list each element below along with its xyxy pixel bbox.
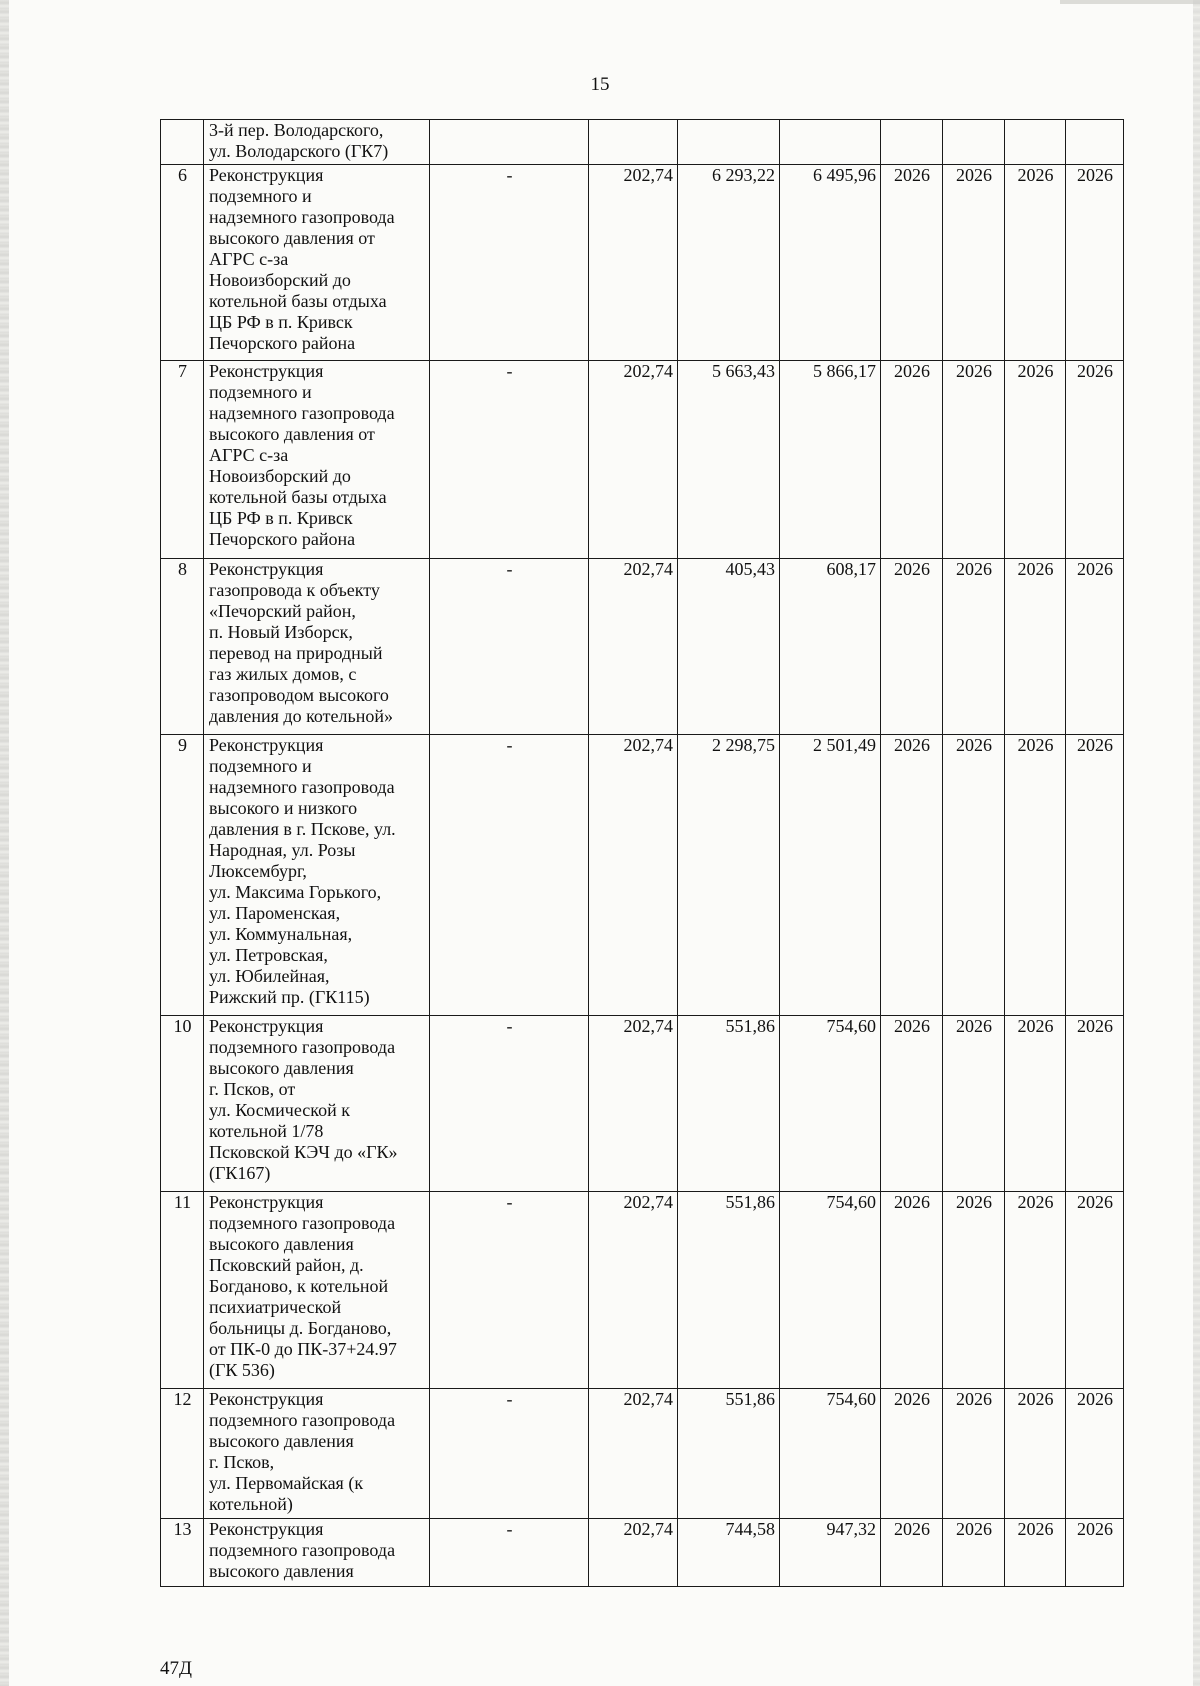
year-cell-1: 2026 bbox=[881, 1192, 943, 1389]
object-name-line: Народная, ул. Розы bbox=[209, 840, 356, 860]
object-name-line: высокого и низкого bbox=[209, 798, 358, 818]
object-name-line: Реконструкция bbox=[209, 165, 324, 185]
object-name-line: котельной базы отдыха bbox=[209, 487, 387, 507]
row-number bbox=[161, 120, 204, 165]
object-name-line: Реконструкция bbox=[209, 735, 324, 755]
year-cell-1: 2026 bbox=[881, 559, 943, 735]
value-cell-1: 202,74 bbox=[589, 165, 678, 361]
value-cell-2 bbox=[678, 120, 780, 165]
dash-cell: - bbox=[430, 735, 589, 1016]
dash-cell: - bbox=[430, 1016, 589, 1192]
object-name-line: ул. Коммунальная, bbox=[209, 924, 353, 944]
year-cell-2 bbox=[943, 120, 1005, 165]
object-name-line: Рижский пр. (ГК115) bbox=[209, 987, 370, 1007]
value-cell-2: 6 293,22 bbox=[678, 165, 780, 361]
object-name bbox=[204, 1389, 430, 1519]
object-name-line: подземного и bbox=[209, 186, 312, 206]
table-row bbox=[161, 1389, 1124, 1519]
year-cell-2: 2026 bbox=[943, 559, 1005, 735]
year-cell-1: 2026 bbox=[881, 1389, 943, 1519]
object-name-line: ЦБ РФ в п. Кривск bbox=[209, 508, 353, 528]
year-cell-2: 2026 bbox=[943, 735, 1005, 1016]
object-name-line: газопровода к объекту bbox=[209, 580, 380, 600]
year-cell-3: 2026 bbox=[1005, 735, 1066, 1016]
year-cell-3: 2026 bbox=[1005, 361, 1066, 559]
object-name-line: г. Псков, от bbox=[209, 1079, 296, 1099]
object-name bbox=[204, 361, 430, 559]
dash-cell: - bbox=[430, 1389, 589, 1519]
object-name-line: от ПК-0 до ПК-37+24.97 bbox=[209, 1339, 397, 1359]
object-name-line: Реконструкция bbox=[209, 1389, 324, 1409]
value-cell-1 bbox=[589, 120, 678, 165]
object-name bbox=[204, 559, 430, 735]
object-name-line: Псковский район, д. bbox=[209, 1255, 364, 1275]
value-total-cell: 6 495,96 bbox=[780, 165, 881, 361]
object-name-line: ул. Юбилейная, bbox=[209, 966, 330, 986]
value-cell-1: 202,74 bbox=[589, 1519, 678, 1587]
object-name-line: Реконструкция bbox=[209, 559, 324, 579]
year-cell-4 bbox=[1066, 120, 1124, 165]
value-total-cell: 5 866,17 bbox=[780, 361, 881, 559]
table-row bbox=[161, 735, 1124, 1016]
value-total-cell bbox=[780, 120, 881, 165]
value-cell-2: 551,86 bbox=[678, 1016, 780, 1192]
value-cell-2: 2 298,75 bbox=[678, 735, 780, 1016]
object-name-line: подземного газопровода bbox=[209, 1037, 396, 1057]
object-name bbox=[204, 1016, 430, 1192]
year-cell-2: 2026 bbox=[943, 1389, 1005, 1519]
value-total-cell: 608,17 bbox=[780, 559, 881, 735]
value-cell-2: 744,58 bbox=[678, 1519, 780, 1587]
gas-pipeline-table bbox=[160, 119, 1124, 1587]
row-number: 6 bbox=[161, 165, 204, 361]
row-number: 11 bbox=[161, 1192, 204, 1389]
object-name-line: газопроводом высокого bbox=[209, 685, 389, 705]
object-name-line: (ГК 536) bbox=[209, 1360, 275, 1380]
year-cell-3: 2026 bbox=[1005, 1519, 1066, 1587]
object-name-line: давления в г. Пскове, ул. bbox=[209, 819, 396, 839]
year-cell-4: 2026 bbox=[1066, 1389, 1124, 1519]
value-total-cell: 2 501,49 bbox=[780, 735, 881, 1016]
dash-cell bbox=[430, 120, 589, 165]
year-cell-2: 2026 bbox=[943, 1519, 1005, 1587]
object-name-line: Люксембург, bbox=[209, 861, 307, 881]
object-name-line: котельной) bbox=[209, 1494, 293, 1514]
object-name-line: Новоизборский до bbox=[209, 270, 351, 290]
year-cell-1: 2026 bbox=[881, 1016, 943, 1192]
object-name-line: Реконструкция bbox=[209, 1192, 324, 1212]
object-name-line: надземного газопровода bbox=[209, 777, 395, 797]
value-cell-1: 202,74 bbox=[589, 1389, 678, 1519]
object-name-line: (ГК167) bbox=[209, 1163, 271, 1183]
row-number: 12 bbox=[161, 1389, 204, 1519]
year-cell-3 bbox=[1005, 120, 1066, 165]
object-name-line: 3-й пер. Володарского, bbox=[209, 120, 384, 140]
year-cell-4: 2026 bbox=[1066, 559, 1124, 735]
value-cell-1: 202,74 bbox=[589, 361, 678, 559]
value-cell-1: 202,74 bbox=[589, 1016, 678, 1192]
year-cell-4: 2026 bbox=[1066, 1192, 1124, 1389]
object-name-line: газ жилых домов, с bbox=[209, 664, 357, 684]
year-cell-1 bbox=[881, 120, 943, 165]
object-name-line: высокого давления от bbox=[209, 424, 375, 444]
year-cell-4: 2026 bbox=[1066, 735, 1124, 1016]
dash-cell: - bbox=[430, 165, 589, 361]
year-cell-1: 2026 bbox=[881, 1519, 943, 1587]
table-row bbox=[161, 120, 1124, 165]
table-row bbox=[161, 165, 1124, 361]
value-total-cell: 754,60 bbox=[780, 1389, 881, 1519]
year-cell-3: 2026 bbox=[1005, 1389, 1066, 1519]
object-name-line: Печорского района bbox=[209, 333, 356, 353]
table-row bbox=[161, 1192, 1124, 1389]
object-name-line: ул. Первомайская (к bbox=[209, 1473, 364, 1493]
object-name-line: ул. Космической к bbox=[209, 1100, 350, 1120]
object-name-line: «Печорский район, bbox=[209, 601, 356, 621]
year-cell-2: 2026 bbox=[943, 361, 1005, 559]
year-cell-2: 2026 bbox=[943, 1192, 1005, 1389]
object-name-line: АГРС с-за bbox=[209, 445, 289, 465]
value-total-cell: 947,32 bbox=[780, 1519, 881, 1587]
object-name-line: Псковской КЭЧ до «ГК» bbox=[209, 1142, 398, 1162]
year-cell-2: 2026 bbox=[943, 1016, 1005, 1192]
scan-edge-top bbox=[1060, 0, 1200, 4]
year-cell-4: 2026 bbox=[1066, 361, 1124, 559]
year-cell-3: 2026 bbox=[1005, 1016, 1066, 1192]
table-row bbox=[161, 361, 1124, 559]
object-name-line: ул. Петровская, bbox=[209, 945, 328, 965]
object-name-line: ул. Максима Горького, bbox=[209, 882, 382, 902]
object-name bbox=[204, 1519, 430, 1587]
table-body bbox=[161, 120, 1124, 1587]
object-name-line: Печорского района bbox=[209, 529, 356, 549]
object-name-line: высокого давления bbox=[209, 1234, 354, 1254]
year-cell-4: 2026 bbox=[1066, 1016, 1124, 1192]
year-cell-3: 2026 bbox=[1005, 1192, 1066, 1389]
value-cell-1: 202,74 bbox=[589, 1192, 678, 1389]
object-name-line: высокого давления bbox=[209, 1431, 354, 1451]
row-number: 13 bbox=[161, 1519, 204, 1587]
year-cell-1: 2026 bbox=[881, 735, 943, 1016]
object-name bbox=[204, 165, 430, 361]
year-cell-2: 2026 bbox=[943, 165, 1005, 361]
row-number: 7 bbox=[161, 361, 204, 559]
object-name-line: Реконструкция bbox=[209, 361, 324, 381]
value-cell-1: 202,74 bbox=[589, 559, 678, 735]
object-name-line: психиатрической bbox=[209, 1297, 342, 1317]
year-cell-1: 2026 bbox=[881, 361, 943, 559]
table-row bbox=[161, 1016, 1124, 1192]
scan-edge-left bbox=[0, 0, 9, 1686]
object-name-line: котельной базы отдыха bbox=[209, 291, 387, 311]
row-number: 9 bbox=[161, 735, 204, 1016]
object-name-line: перевод на природный bbox=[209, 643, 383, 663]
year-cell-3: 2026 bbox=[1005, 165, 1066, 361]
object-name-line: Реконструкция bbox=[209, 1519, 324, 1539]
row-number: 8 bbox=[161, 559, 204, 735]
scan-edge-right bbox=[1193, 0, 1200, 1686]
value-cell-2: 551,86 bbox=[678, 1389, 780, 1519]
year-cell-3: 2026 bbox=[1005, 559, 1066, 735]
object-name-line: высокого давления от bbox=[209, 228, 375, 248]
page-number: 15 bbox=[590, 74, 610, 95]
object-name bbox=[204, 735, 430, 1016]
object-name-line: г. Псков, bbox=[209, 1452, 275, 1472]
object-name-line: надземного газопровода bbox=[209, 207, 395, 227]
row-number: 10 bbox=[161, 1016, 204, 1192]
object-name-line: п. Новый Изборск, bbox=[209, 622, 353, 642]
object-name-line: котельной 1/78 bbox=[209, 1121, 324, 1141]
value-cell-1: 202,74 bbox=[589, 735, 678, 1016]
value-cell-2: 5 663,43 bbox=[678, 361, 780, 559]
value-total-cell: 754,60 bbox=[780, 1016, 881, 1192]
object-name-line: больницы д. Богданово, bbox=[209, 1318, 392, 1338]
object-name-line: высокого давления bbox=[209, 1561, 354, 1581]
dash-cell: - bbox=[430, 1192, 589, 1389]
table-row bbox=[161, 559, 1124, 735]
year-cell-4: 2026 bbox=[1066, 1519, 1124, 1587]
year-cell-4: 2026 bbox=[1066, 165, 1124, 361]
dash-cell: - bbox=[430, 361, 589, 559]
object-name-line: надземного газопровода bbox=[209, 403, 395, 423]
value-cell-2: 405,43 bbox=[678, 559, 780, 735]
dash-cell: - bbox=[430, 1519, 589, 1587]
object-name bbox=[204, 1192, 430, 1389]
object-name-line: АГРС с-за bbox=[209, 249, 289, 269]
object-name-line: Новоизборский до bbox=[209, 466, 351, 486]
object-name-line: подземного и bbox=[209, 756, 312, 776]
object-name-line: подземного газопровода bbox=[209, 1213, 396, 1233]
table-row bbox=[161, 1519, 1124, 1587]
object-name-line: Богданово, к котельной bbox=[209, 1276, 389, 1296]
object-name-line: подземного и bbox=[209, 382, 312, 402]
object-name-line: подземного газопровода bbox=[209, 1410, 396, 1430]
object-name-line: ул. Пароменская, bbox=[209, 903, 341, 923]
object-name bbox=[204, 120, 430, 165]
object-name-line: подземного газопровода bbox=[209, 1540, 396, 1560]
dash-cell: - bbox=[430, 559, 589, 735]
document-code: 47Д bbox=[160, 1658, 192, 1679]
object-name-line: Реконструкция bbox=[209, 1016, 324, 1036]
object-name-line: высокого давления bbox=[209, 1058, 354, 1078]
value-total-cell: 754,60 bbox=[780, 1192, 881, 1389]
object-name-line: давления до котельной» bbox=[209, 706, 393, 726]
object-name-line: ЦБ РФ в п. Кривск bbox=[209, 312, 353, 332]
object-name-line: ул. Володарского (ГК7) bbox=[209, 141, 389, 161]
year-cell-1: 2026 bbox=[881, 165, 943, 361]
value-cell-2: 551,86 bbox=[678, 1192, 780, 1389]
